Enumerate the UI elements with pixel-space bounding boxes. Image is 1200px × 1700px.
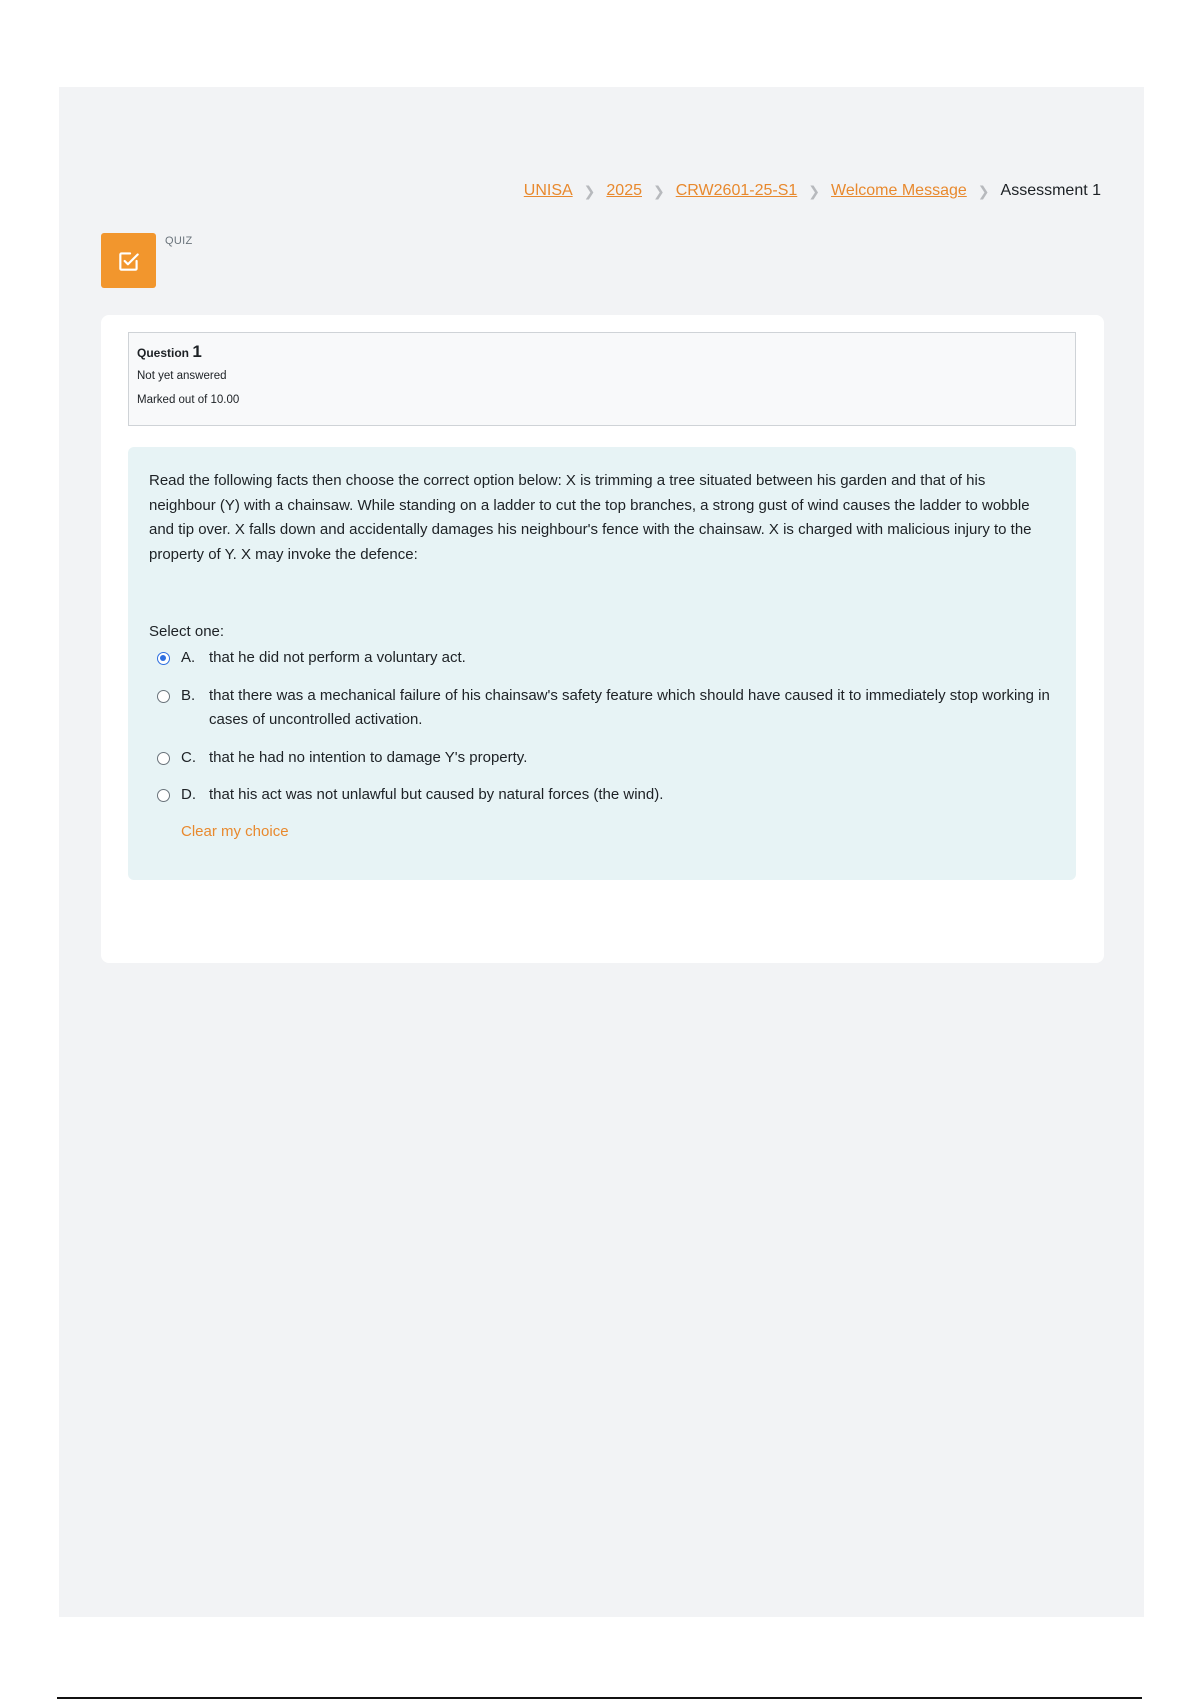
breadcrumb-chevron-icon: ❯: [808, 182, 821, 199]
question-heading: [137, 342, 1067, 362]
breadcrumb-chevron-icon: ❯: [653, 182, 665, 199]
question-text: Read the following facts then choose the correct option below: X is trimming a tree situated between his garden and that of his neighbour (Y) with a chainsaw. While standing on a ladder to cut the top branches, a strong gust of wind causes the ladder to wobble and tip over. X falls down and accidentally damages his neighbour's fence with the chainsaw. X is charged with malicious injury to the property of Y. X may invoke the defence:: [149, 472, 1032, 563]
question-card: [101, 315, 1104, 963]
radio-button-d[interactable]: [157, 789, 170, 802]
answer-option-a[interactable]: [157, 646, 1055, 671]
breadcrumb-chevron-icon: ❯: [977, 182, 990, 199]
question-info: [128, 332, 1076, 426]
answer-option-d[interactable]: [157, 783, 1055, 808]
page-bottom-divider: [57, 1697, 1142, 1699]
question-heading-label: Question: [137, 346, 190, 360]
option-text[interactable]: that he did not perform a voluntary act.: [209, 649, 466, 666]
option-text[interactable]: that there was a mechanical failure of his chainsaw's safety feature which should have caused it to immediately stop working in cases of uncontrolled activation.: [209, 686, 1050, 728]
breadcrumb-chevron-icon: ❯: [583, 182, 596, 199]
answer-options: [157, 646, 1055, 808]
page-shell: [59, 87, 1144, 1617]
question-state: Not yet answered: [137, 370, 227, 382]
option-letter: A.: [181, 649, 196, 666]
quiz-checkbox-icon: [101, 233, 156, 288]
breadcrumb-link-year[interactable]: 2025: [606, 182, 642, 199]
select-prompt: Select one:: [149, 623, 225, 640]
breadcrumb-link-course[interactable]: CRW2601-25-S1: [675, 182, 798, 199]
question-number: 1: [192, 342, 202, 361]
answer-option-c[interactable]: [157, 746, 1055, 771]
breadcrumb-current: Assessment 1: [1000, 182, 1101, 199]
option-letter: D.: [181, 786, 196, 803]
question-formulation: [128, 447, 1076, 880]
breadcrumb: [524, 182, 1101, 200]
option-letter: B.: [181, 686, 196, 704]
activity-type-label: QUIZ: [165, 235, 193, 247]
radio-button-a[interactable]: [157, 652, 170, 665]
breadcrumb-link-unisa[interactable]: UNISA: [523, 182, 573, 199]
option-text[interactable]: that his act was not unlawful but caused by natural forces (the wind).: [209, 786, 664, 803]
clear-choice-link[interactable]: Clear my choice: [181, 822, 289, 840]
breadcrumb-link-section[interactable]: Welcome Message: [831, 182, 967, 199]
option-letter: C.: [181, 748, 196, 766]
option-text[interactable]: that he had no intention to damage Y's property.: [209, 748, 528, 766]
question-grade: Marked out of 10.00: [137, 394, 240, 406]
radio-button-c[interactable]: [157, 752, 170, 765]
radio-button-b[interactable]: [157, 690, 170, 703]
answer-option-b[interactable]: [157, 684, 1055, 733]
